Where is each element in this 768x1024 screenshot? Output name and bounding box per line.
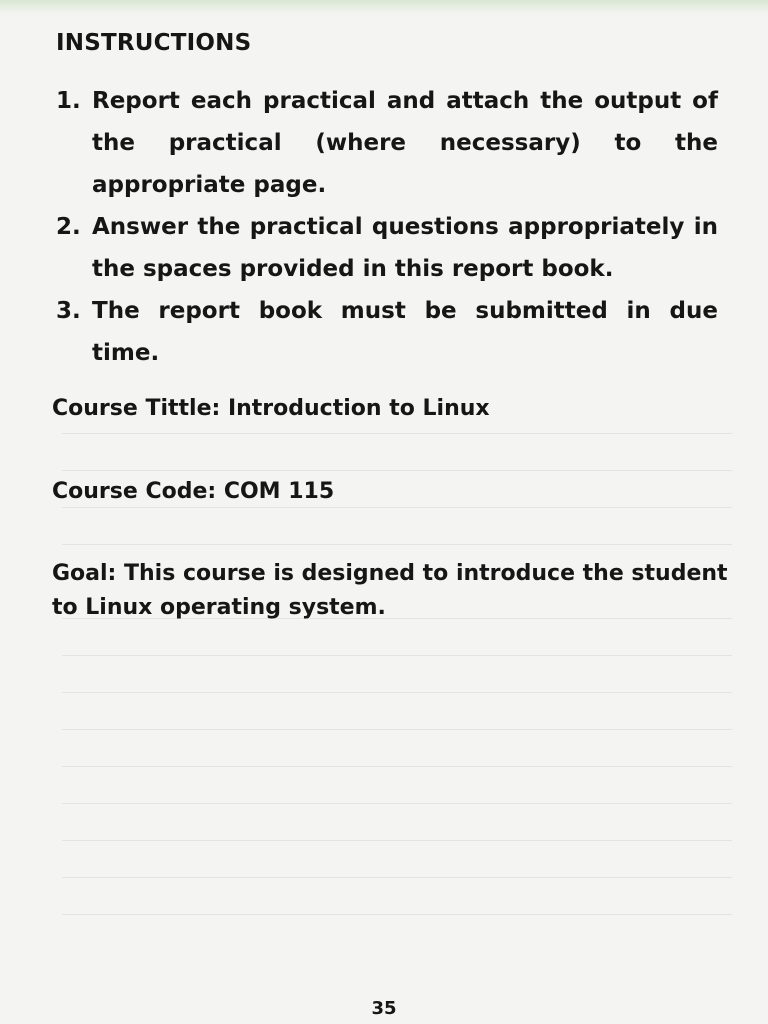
instruction-item: [56, 290, 718, 374]
course-code: Course Code: COM 115: [52, 479, 335, 504]
instruction-text: Answer the practical questions appropriately in the spaces provided in this report book.: [92, 214, 718, 282]
instruction-number: 2.: [56, 214, 81, 240]
show-through-line: [62, 803, 732, 804]
instruction-number: 1.: [56, 88, 81, 114]
page-number: 35: [371, 998, 397, 1019]
show-through-line: [62, 470, 732, 471]
show-through-line: [62, 840, 732, 841]
show-through-line: [62, 692, 732, 693]
show-through-line: [62, 544, 732, 545]
scan-edge-shadow: [0, 0, 768, 14]
instruction-item: [56, 206, 718, 290]
show-through-line: [62, 433, 732, 434]
instruction-text: The report book must be submitted in due time.: [92, 298, 718, 366]
instructions-list: [56, 80, 718, 374]
course-goal: Goal: This course is designed to introduce the student to Linux operating system.: [52, 561, 728, 620]
instruction-item: [56, 80, 718, 206]
show-through-line: [62, 729, 732, 730]
instructions-heading: INSTRUCTIONS: [56, 30, 252, 56]
course-title: Course Tittle: Introduction to Linux: [52, 396, 490, 421]
instruction-number: 3.: [56, 298, 81, 324]
show-through-line: [62, 914, 732, 915]
show-through-line: [62, 766, 732, 767]
instruction-text: Report each practical and attach the output of the practical (where necessary) to the appropriate page.: [92, 88, 718, 198]
show-through-line: [62, 655, 732, 656]
show-through-line: [62, 877, 732, 878]
